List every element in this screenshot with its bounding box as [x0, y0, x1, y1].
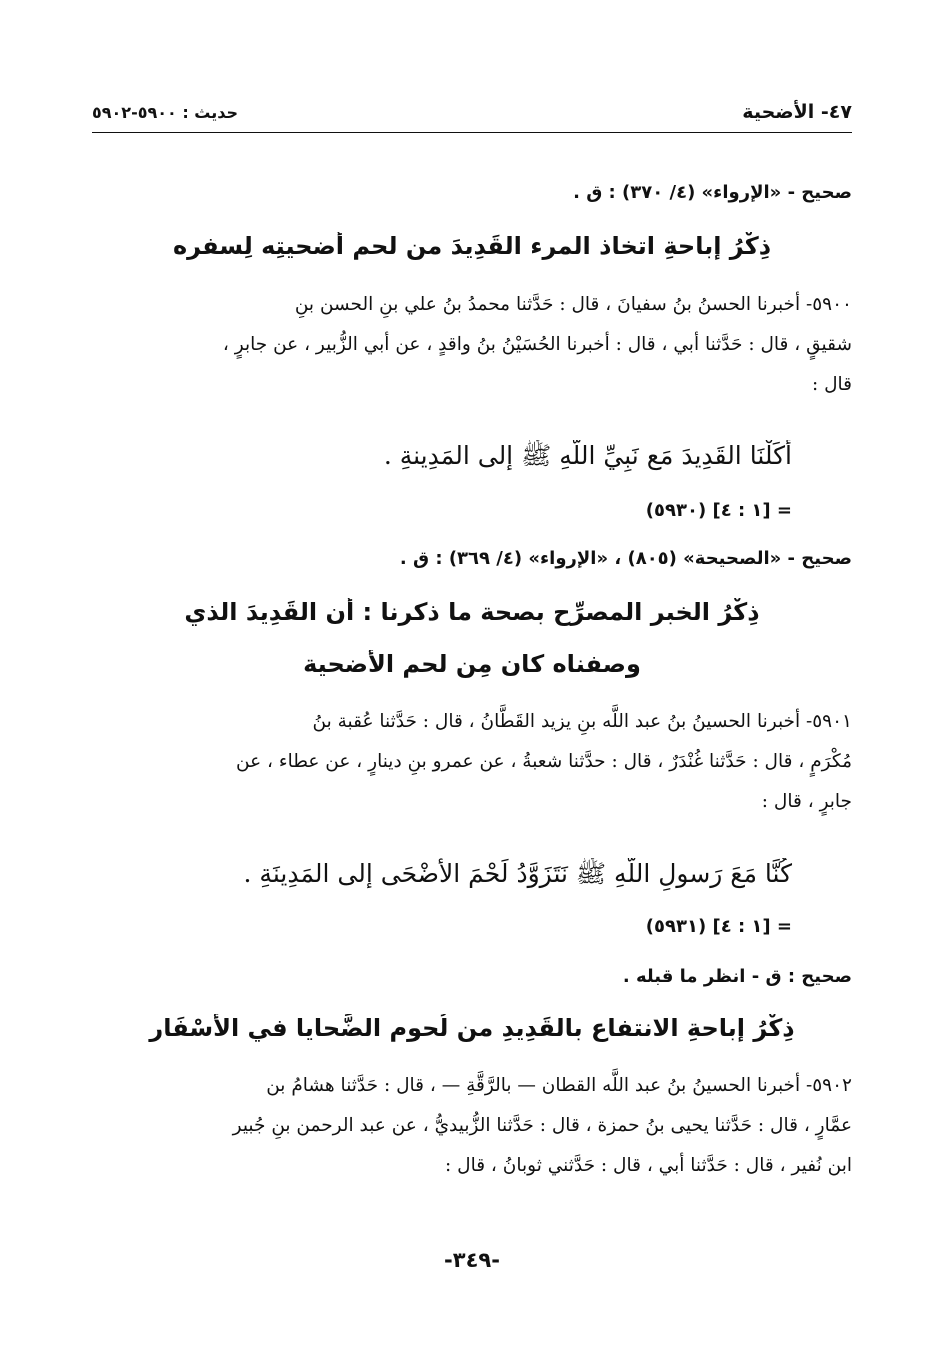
verdict-line: صحيح - «الصحيحة» (٨٠٥) ، «الإرواء» (٤/ ٣٦٩) : ق .	[399, 548, 852, 569]
section-heading: ذِكْرُ إباحةِ الانتفاعِ بالقَدِيدِ من لُحومِ الضَّحايا في الأَسْفَارِ	[149, 1014, 795, 1042]
hadith-line: ٥٩٠١- أخبرنا الحسينُ بنُ عبد اللَّه بنِ يزيد القَطَّانُ ، قال : حَدَّثنا عُقبة بنُ	[312, 711, 852, 732]
hadith-paragraph	[92, 285, 852, 405]
page-header	[92, 92, 852, 133]
section-heading: ذِكْرُ إباحةِ اتخاذ المرء القَدِيدَ من لحمِ أُضحيتِه لِسفره	[172, 232, 772, 260]
section-heading-continued: وصفناه كان مِن لحم الأَضحية	[303, 650, 641, 678]
hadith-line: مُكْرَمٍ ، قال : حَدَّثنا غُنْدَرٌ ، قال : حدَّثنا شعبةُ ، عن عمرو بنِ دينارٍ ، عن عطاء ، عن	[236, 751, 852, 772]
hadith-paragraph	[92, 1066, 852, 1186]
hadith-line: جابرٍ ، قال :	[761, 791, 852, 812]
cross-reference: = [١ : ٤] (٥٩٣٠)	[645, 500, 792, 521]
hadith-line: ابن نُفير ، قال : حَدَّثنا أبي ، قال : حَدَّثني ثوبانُ ، قال :	[445, 1155, 852, 1176]
section-heading: ذِكْرُ الخبرِ المصرِّح بصحة ما ذكرنا : أن القَدِيدَ الذي	[184, 598, 760, 626]
hadith-text: أَكَلْنَا القَدِيدَ مَع نَبِيِّ اللَّهِ ﷺ إلى المَدِينةِ .	[383, 441, 792, 470]
hadith-range: حديث : ٥٩٠٠-٥٩٠٢	[92, 102, 239, 122]
page-number: -٣٤٩-	[444, 1248, 500, 1272]
verdict-line: صحيح : ق - انظر ما قبله .	[622, 966, 852, 987]
hadith-line: ٥٩٠٢- أخبرنا الحسينُ بنُ عبد اللَّه القطان — بالرَّقَّةِ — ، قال : حَدَّثنا هشامُ بن	[266, 1075, 852, 1096]
verdict-line: صحيح - «الإرواء» (٤/ ٣٧٠) : ق .	[573, 182, 852, 203]
hadith-text: كُنَّا مَعَ رَسولِ اللَّهِ ﷺ نَتَزَوَّدُ لَحْمَ الأَضْحَى إلى المَدِينَةِ .	[243, 859, 792, 888]
hadith-line: قال :	[811, 374, 852, 395]
hadith-line: ٥٩٠٠- أخبرنا الحسنُ بنُ سفيانَ ، قال : حَدَّثنا محمدُ بنُ علي بنِ الحسن بنِ	[294, 294, 852, 315]
chapter-title: ٤٧- الأضحية	[742, 101, 852, 123]
hadith-line: عمَّارٍ ، قال : حَدَّثنا يحيى بنُ حمزة ، قال : حَدَّثنا الزُّبيديُّ ، عن عبد الرحمن بنِ جُبير	[232, 1115, 852, 1136]
hadith-paragraph	[92, 702, 852, 822]
hadith-line: شقيقٍ ، قال : حَدَّثنا أبي ، قال : أخبرنا الحُسَيْنُ بنُ واقدٍ ، عن أبي الزُّبير ، عن جابرٍ ،	[222, 334, 852, 355]
cross-reference: = [١ : ٤] (٥٩٣١)	[645, 916, 792, 937]
